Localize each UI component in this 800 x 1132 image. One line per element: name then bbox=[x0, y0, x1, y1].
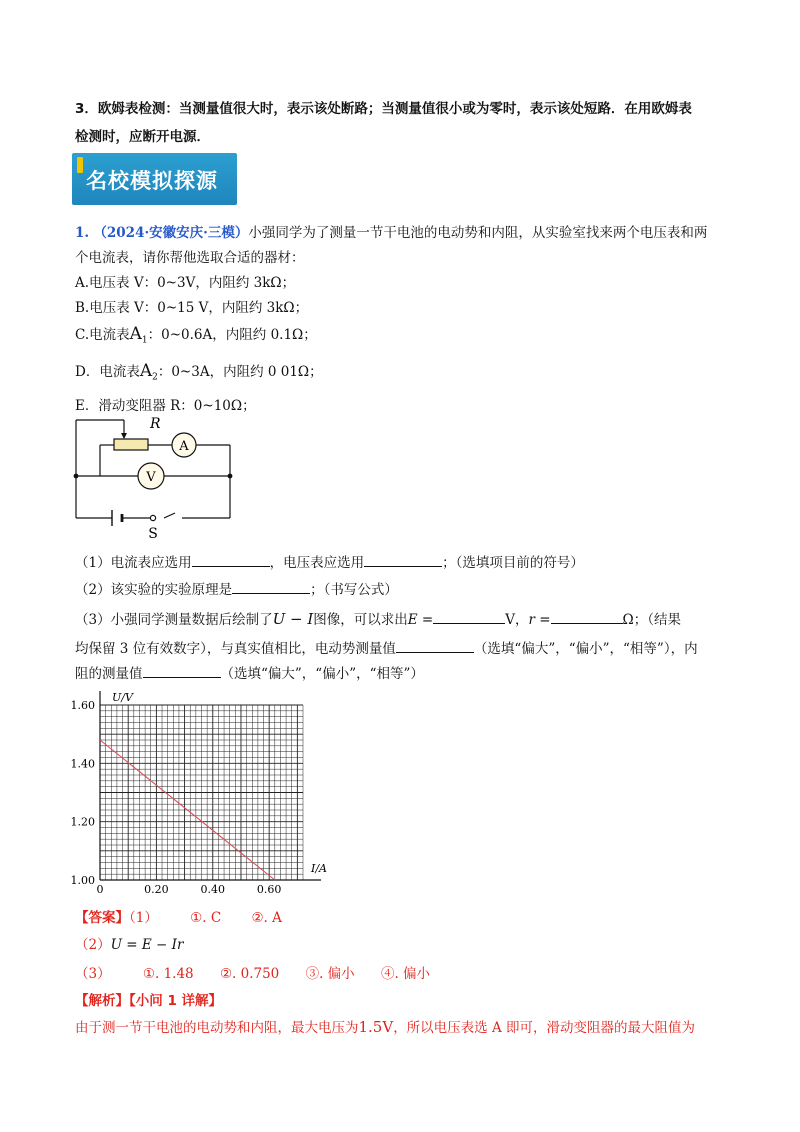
answer-3-part-1: ①. 1.48 bbox=[142, 966, 194, 982]
answer-line-3 bbox=[75, 962, 430, 982]
answer-1-part-2: ②. A bbox=[251, 910, 282, 926]
junction-node bbox=[74, 474, 79, 479]
y-axis-label: U/V bbox=[112, 691, 133, 704]
sub-question-3-text-e: 均保留 3 位有效数字），与真实值相比，电动势测量值 bbox=[75, 641, 396, 657]
answer-3-part-2: ②. 0.750 bbox=[219, 966, 280, 982]
rheostat bbox=[114, 439, 148, 450]
e-symbol: E = bbox=[407, 612, 434, 628]
x-tick-label: 0.20 bbox=[144, 883, 169, 895]
option-d-subscript: 2 bbox=[152, 372, 158, 383]
answer-3-part-4: ④. 偏小 bbox=[380, 966, 431, 982]
x-axis-label: I/A bbox=[311, 862, 327, 875]
circuit-diagram bbox=[70, 414, 245, 544]
answer-blank[interactable] bbox=[551, 609, 623, 624]
ui-symbol: U − I bbox=[272, 610, 314, 628]
answer-blank[interactable] bbox=[232, 579, 310, 594]
y-tick-label: 1.60 bbox=[70, 699, 95, 712]
option-e: E．滑动变阻器 R：0~10Ω； bbox=[75, 398, 256, 414]
answer-blank[interactable] bbox=[192, 552, 270, 567]
option-b: B.电压表 V：0~15 V，内阻约 3kΩ； bbox=[75, 300, 309, 316]
y-tick-label: 1.40 bbox=[70, 757, 95, 771]
question-stem-line-2: 个电流表，请你帮他选取合适的器材： bbox=[75, 250, 305, 266]
sub-question-3-text-g: 阻的测量值 bbox=[75, 666, 143, 682]
question-number: 1. bbox=[75, 225, 90, 241]
sub-question-3-text-a: （3）小强同学测量数据后绘制了 bbox=[75, 612, 273, 628]
x-tick-label: 0.60 bbox=[256, 883, 282, 895]
answer-blank[interactable] bbox=[364, 552, 442, 567]
switch-contact bbox=[150, 515, 155, 520]
analysis-line-1 bbox=[75, 1016, 695, 1036]
analysis-text-a: 由于测一节干电池的电动势和内阻，最大电压为 bbox=[75, 1020, 359, 1036]
intro-line-2: 检测时，应断开电源． bbox=[75, 129, 210, 145]
y-tick-label: 1.00 bbox=[70, 874, 95, 887]
answer-line-1 bbox=[75, 906, 282, 926]
sub-question-3-text-h: （选填“偏大”，“偏小”，“相等”） bbox=[220, 666, 424, 682]
analysis-text-b: ，所以电压表选 A 即可，滑动变阻器的最大阻值为 bbox=[393, 1020, 696, 1036]
answer-3-part-3: ③. 偏小 bbox=[305, 966, 355, 982]
ammeter-label: A bbox=[179, 439, 189, 454]
option-a: A.电压表 V：0~3V，内阻约 3kΩ； bbox=[75, 275, 296, 291]
option-c-subscript: 1 bbox=[141, 335, 148, 346]
rheostat-label: R bbox=[150, 416, 161, 432]
option-d-label: D．电流表 bbox=[75, 364, 140, 380]
question-stem-text: 小强同学为了测量一节干电池的电动势和内阻，从实验室找来两个电压表和两 bbox=[248, 225, 708, 241]
analysis-header bbox=[75, 989, 222, 1009]
y-tick-label: 1.20 bbox=[70, 815, 95, 829]
x-tick-label: 0.40 bbox=[200, 883, 226, 895]
answer-line-2 bbox=[75, 933, 183, 953]
answer-2-formula: U = E − Ir bbox=[110, 937, 184, 953]
option-d-symbol: A bbox=[139, 361, 153, 381]
answer-tag: 【答案】 bbox=[75, 910, 129, 926]
sub-question-3-line-1 bbox=[75, 608, 681, 628]
sub-question-1-text-c: ；（选填项目前的符号） bbox=[442, 555, 584, 571]
sub-question-3-text-f: （选填“偏大”，“偏小”，“相等”），内 bbox=[473, 641, 698, 657]
junction-node bbox=[228, 474, 233, 479]
question-stem-line-1 bbox=[75, 221, 707, 241]
sub-question-1-text-a: （1）电流表应选用 bbox=[75, 555, 192, 571]
sub-question-2 bbox=[75, 578, 398, 598]
sub-question-3-line-2 bbox=[75, 637, 698, 657]
banner-tab-decoration bbox=[77, 157, 83, 173]
sub-question-2-text-a: （2）该实验的实验原理是 bbox=[75, 582, 233, 598]
option-d-spec: ：0~3A，内阻约 0 01Ω； bbox=[157, 364, 323, 380]
answer-blank[interactable] bbox=[396, 638, 474, 653]
option-c-label: C.电流表 bbox=[75, 327, 130, 343]
answer-1-label: （1） bbox=[129, 910, 158, 926]
answer-blank[interactable] bbox=[143, 663, 221, 678]
rheostat-slider-arrow bbox=[121, 433, 127, 439]
option-d bbox=[75, 360, 323, 383]
answer-3-label: （3） bbox=[75, 966, 111, 982]
option-c-spec: ：0~0.6A，内阻约 0.1Ω； bbox=[147, 327, 317, 343]
question-source: （2024·安徽安庆·三模） bbox=[93, 225, 249, 241]
analysis-tag: 【解析】 bbox=[75, 993, 129, 1009]
sub-question-3-text-c: V， bbox=[505, 612, 529, 628]
switch-blade bbox=[164, 513, 175, 518]
sub-question-2-text-b: ；（书写公式） bbox=[310, 582, 398, 598]
r-symbol: r = bbox=[528, 612, 551, 628]
analysis-subtag: 【小问 1 详解】 bbox=[129, 993, 223, 1009]
x-tick-label: 0 bbox=[96, 883, 104, 895]
answer-2-label: （2） bbox=[75, 937, 111, 953]
answer-blank[interactable] bbox=[433, 609, 505, 624]
banner-title: 名校模拟探源 bbox=[86, 169, 218, 193]
section-banner bbox=[72, 153, 237, 205]
voltmeter-label: V bbox=[146, 470, 156, 485]
sub-question-3-text-b: 图像，可以求出 bbox=[313, 612, 408, 628]
sub-question-1-text-b: ，电压表应选用 bbox=[269, 555, 365, 571]
sub-question-1 bbox=[75, 551, 584, 571]
sub-question-3-line-3 bbox=[75, 662, 424, 682]
intro-line-1: 3．欧姆表检测：当测量值很大时，表示该处断路；当测量值很小或为零时，表示该处短路．在用欧姆表 bbox=[75, 101, 692, 117]
switch-label: S bbox=[148, 526, 158, 542]
answer-1-part-1: ①. C bbox=[190, 910, 222, 926]
option-c bbox=[75, 323, 317, 346]
sub-question-3-text-d: Ω；（结果 bbox=[622, 612, 681, 628]
ui-chart bbox=[60, 685, 345, 895]
analysis-voltage: 1.5V bbox=[358, 1018, 394, 1036]
option-c-symbol: A bbox=[129, 324, 142, 344]
